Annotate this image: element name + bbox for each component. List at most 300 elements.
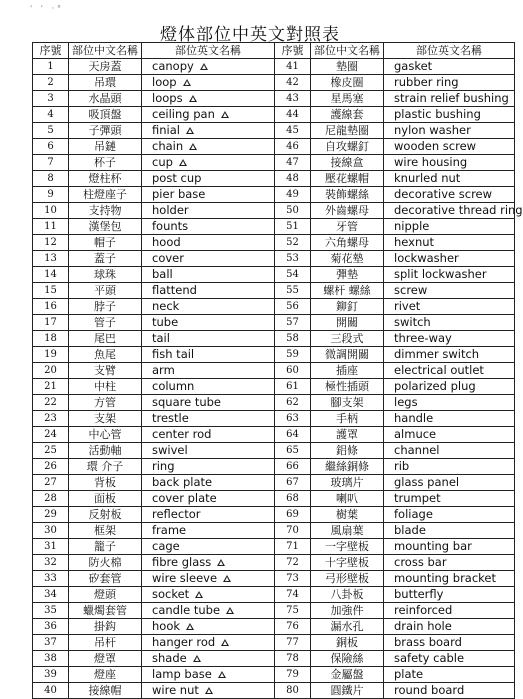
table-row	[33, 619, 515, 635]
english-term-left	[142, 395, 275, 411]
row-number-right-text: 72	[286, 557, 299, 568]
english-term-left	[142, 459, 275, 475]
english-term-right-text: knurled nut	[394, 171, 461, 185]
english-term-right-text: handle	[394, 411, 434, 425]
table-row	[33, 379, 515, 395]
english-term-right	[384, 427, 515, 443]
english-term-left	[142, 683, 275, 699]
chinese-term-left-text: 漢堡包	[88, 220, 122, 233]
row-number-right-text: 51	[286, 221, 299, 232]
chinese-term-left-text: 柱燈座子	[83, 188, 127, 201]
chinese-term-right	[311, 651, 384, 667]
row-number-left-text: 23	[44, 413, 57, 424]
row-number-right	[275, 571, 311, 587]
table-row	[33, 555, 515, 571]
chinese-term-right	[311, 379, 384, 395]
chinese-term-right	[311, 91, 384, 107]
chinese-term-right	[311, 155, 384, 171]
chinese-term-left	[69, 571, 142, 587]
row-number-left-text: 39	[44, 669, 57, 680]
row-number-right-text: 56	[286, 301, 299, 312]
row-number-right	[275, 395, 311, 411]
english-term-left	[142, 507, 275, 523]
english-term-left	[142, 331, 275, 347]
row-number-right	[275, 139, 311, 155]
chinese-term-right-text: 圓鐵片	[330, 684, 364, 697]
english-term-right	[384, 491, 515, 507]
table-row	[33, 571, 515, 587]
row-number-left	[33, 459, 69, 475]
chinese-term-right	[311, 667, 384, 683]
chinese-term-left-text: 方管	[94, 396, 116, 409]
chinese-term-left	[69, 379, 142, 395]
english-term-left-text: hanger rod	[152, 635, 216, 649]
row-number-right	[275, 267, 311, 283]
chinese-term-right	[311, 59, 384, 75]
row-number-left	[33, 75, 69, 91]
english-term-left	[142, 475, 275, 491]
row-number-right	[275, 155, 311, 171]
row-number-left-text: 15	[44, 285, 57, 296]
triangle-mark-icon	[189, 95, 197, 102]
english-term-right-text: rib	[394, 459, 410, 473]
row-number-left	[33, 331, 69, 347]
row-number-left	[33, 315, 69, 331]
chinese-term-left	[69, 395, 142, 411]
row-number-right	[275, 59, 311, 75]
row-number-left-text: 5	[47, 125, 54, 136]
row-number-right-text: 41	[286, 61, 299, 72]
row-number-right	[275, 619, 311, 635]
chinese-term-left	[69, 683, 142, 699]
english-term-right-text: wire housing	[394, 155, 468, 169]
english-term-right	[384, 91, 515, 107]
chinese-term-left-text: 活動軸	[88, 444, 122, 457]
row-number-right-text: 76	[286, 621, 299, 632]
row-number-left	[33, 203, 69, 219]
chinese-term-left	[69, 91, 142, 107]
row-number-right	[275, 235, 311, 251]
row-number-left	[33, 139, 69, 155]
english-term-right-text: wooden screw	[394, 139, 477, 153]
english-term-right	[384, 651, 515, 667]
chinese-term-left-text: 中心管	[88, 428, 122, 441]
row-number-right-text: 54	[286, 269, 299, 280]
row-number-left	[33, 523, 69, 539]
english-term-left-text: fish tail	[152, 347, 195, 361]
english-term-right	[384, 331, 515, 347]
row-number-right	[275, 475, 311, 491]
chinese-term-right	[311, 219, 384, 235]
row-number-left	[33, 347, 69, 363]
row-number-right	[275, 539, 311, 555]
english-term-right	[384, 587, 515, 603]
english-term-left-text: back plate	[152, 475, 213, 489]
english-term-left-text: tube	[152, 315, 179, 329]
english-term-right	[384, 75, 515, 91]
chinese-term-left	[69, 507, 142, 523]
row-number-right-text: 53	[286, 253, 299, 264]
chinese-term-left-text: 子彈頭	[88, 124, 122, 137]
english-term-left	[142, 75, 275, 91]
english-term-right	[384, 251, 515, 267]
table-row	[33, 427, 515, 443]
chinese-term-right-text: 微調開關	[325, 348, 369, 361]
row-number-right	[275, 187, 311, 203]
chinese-term-right-text: 加強件	[330, 604, 364, 617]
english-term-right	[384, 155, 515, 171]
terms-table	[32, 42, 523, 699]
row-number-left	[33, 667, 69, 683]
english-term-left-text: arm	[152, 363, 175, 377]
english-term-right-text: channel	[394, 443, 440, 457]
chinese-term-right-text: 護線套	[330, 108, 364, 121]
row-number-left	[33, 107, 69, 123]
row-number-right-text: 67	[286, 477, 299, 488]
chinese-term-left	[69, 523, 142, 539]
english-term-left	[142, 587, 275, 603]
english-term-left	[142, 267, 275, 283]
chinese-term-right	[311, 395, 384, 411]
english-term-right-text: blade	[394, 523, 426, 537]
row-number-left	[33, 443, 69, 459]
chinese-term-right	[311, 75, 384, 91]
chinese-term-right-text: 壓花螺帽	[325, 172, 369, 185]
chinese-term-left	[69, 635, 142, 651]
english-term-right-text: brass board	[394, 635, 462, 649]
chinese-term-right	[311, 315, 384, 331]
row-number-left	[33, 683, 69, 699]
row-number-left	[33, 235, 69, 251]
table-row	[33, 283, 515, 299]
row-number-left	[33, 363, 69, 379]
row-number-right-text: 45	[286, 125, 299, 136]
row-number-right-text: 73	[286, 573, 299, 584]
chinese-term-left-text: 尾巴	[94, 332, 116, 345]
row-number-left-text: 31	[44, 541, 57, 552]
row-number-left-text: 40	[44, 685, 57, 696]
english-term-left	[142, 203, 275, 219]
english-term-right	[384, 267, 515, 283]
chinese-term-right-text: 鋁條	[336, 444, 358, 457]
english-term-left-text: loop	[152, 75, 177, 89]
table-row	[33, 331, 515, 347]
english-term-left	[142, 59, 275, 75]
chinese-term-left-text: 蓋子	[94, 252, 116, 265]
table-row	[33, 107, 515, 123]
row-number-left-text: 8	[47, 173, 54, 184]
chinese-term-right-text: 漏水孔	[330, 620, 364, 633]
english-term-left-text: frame	[152, 523, 187, 537]
row-number-left	[33, 571, 69, 587]
row-number-left	[33, 411, 69, 427]
chinese-term-left-text: 燈頭	[94, 588, 116, 601]
chinese-term-right	[311, 459, 384, 475]
chinese-term-right	[311, 411, 384, 427]
row-number-left-text: 32	[44, 557, 57, 568]
english-term-right-text: nylon washer	[394, 123, 471, 137]
chinese-term-left-text: 帽子	[94, 236, 116, 249]
chinese-term-left	[69, 555, 142, 571]
english-term-left	[142, 427, 275, 443]
table-row	[33, 363, 515, 379]
row-number-right-text: 47	[286, 157, 299, 168]
english-term-right-text: plate	[394, 667, 424, 681]
row-number-right	[275, 507, 311, 523]
row-number-left-text: 9	[47, 189, 54, 200]
chinese-term-right-text: 三段式	[330, 332, 364, 345]
row-number-left-text: 33	[44, 573, 57, 584]
chinese-term-left	[69, 491, 142, 507]
english-term-left-text: fibre glass	[152, 555, 212, 569]
row-number-left	[33, 587, 69, 603]
row-number-left	[33, 395, 69, 411]
row-number-right-text: 52	[286, 237, 299, 248]
row-number-left-text: 37	[44, 637, 57, 648]
english-term-right	[384, 283, 515, 299]
english-term-right	[384, 667, 515, 683]
row-number-right	[275, 283, 311, 299]
table-row	[33, 235, 515, 251]
chinese-term-right	[311, 251, 384, 267]
table-row	[33, 123, 515, 139]
chinese-term-left-text: 平頭	[94, 284, 116, 297]
triangle-mark-icon	[183, 79, 191, 86]
english-term-left	[142, 379, 275, 395]
row-number-right-text: 60	[286, 365, 299, 376]
row-number-left-text: 38	[44, 653, 57, 664]
row-number-left-text: 30	[44, 525, 57, 536]
english-term-right-text: decorative screw	[394, 187, 493, 201]
english-term-right	[384, 59, 515, 75]
english-term-left	[142, 363, 275, 379]
english-term-right	[384, 459, 515, 475]
chinese-term-right	[311, 347, 384, 363]
row-number-right	[275, 651, 311, 667]
english-term-right-text: legs	[394, 395, 418, 409]
chinese-term-right-text: 尼龍墊圈	[325, 124, 369, 137]
english-term-left-text: chain	[152, 139, 184, 153]
chinese-term-right-text: 橡皮圈	[330, 76, 364, 89]
english-term-left-text: post cup	[152, 171, 202, 185]
english-term-right-text: lockwasher	[394, 251, 459, 265]
row-number-right	[275, 315, 311, 331]
row-number-right-text: 71	[286, 541, 299, 552]
chinese-term-right	[311, 107, 384, 123]
chinese-term-left	[69, 603, 142, 619]
chinese-term-left-text: 杯子	[94, 156, 116, 169]
english-term-right-text: screw	[394, 283, 428, 297]
english-term-right	[384, 571, 515, 587]
table-row	[33, 395, 515, 411]
row-number-left	[33, 491, 69, 507]
english-term-left-text: ceiling pan	[152, 107, 215, 121]
english-term-left-text: center rod	[152, 427, 212, 441]
table-header-row	[33, 43, 515, 59]
row-number-right	[275, 91, 311, 107]
english-term-left-text: square tube	[152, 395, 222, 409]
chinese-term-right	[311, 587, 384, 603]
english-term-right-text: trumpet	[394, 491, 441, 505]
english-term-right	[384, 539, 515, 555]
chinese-term-left-text: 球珠	[94, 268, 116, 281]
triangle-mark-icon	[217, 559, 225, 566]
english-term-left	[142, 523, 275, 539]
row-number-left-text: 18	[44, 333, 57, 344]
chinese-term-left	[69, 251, 142, 267]
chinese-term-left-text: 矽套管	[88, 572, 122, 585]
chinese-term-left	[69, 427, 142, 443]
row-number-right	[275, 75, 311, 91]
chinese-term-left-text: 掛鈎	[94, 620, 116, 633]
english-term-right	[384, 299, 515, 315]
header-zh-right: 部位中文名稱	[311, 43, 384, 59]
chinese-term-right	[311, 475, 384, 491]
row-number-left-text: 1	[47, 61, 54, 72]
english-term-left	[142, 187, 275, 203]
chinese-term-right-text: 插座	[336, 364, 358, 377]
row-number-left-text: 21	[44, 381, 57, 392]
row-number-left-text: 35	[44, 605, 57, 616]
english-term-right-text: reinforced	[394, 603, 453, 617]
english-term-right	[384, 507, 515, 523]
chinese-term-right	[311, 443, 384, 459]
chinese-term-left-text: 反射板	[88, 508, 122, 521]
row-number-right-text: 61	[286, 381, 299, 392]
row-number-right-text: 78	[286, 653, 299, 664]
row-number-left	[33, 219, 69, 235]
chinese-term-left	[69, 219, 142, 235]
chinese-term-right	[311, 491, 384, 507]
chinese-term-right-text: 一字壁板	[325, 540, 369, 553]
english-term-right-text: three-way	[394, 331, 452, 345]
chinese-term-left-text: 支臂	[94, 364, 116, 377]
english-term-left	[142, 139, 275, 155]
english-term-right	[384, 315, 515, 331]
row-number-left-text: 3	[47, 93, 54, 104]
english-term-left	[142, 107, 275, 123]
triangle-mark-icon	[186, 623, 194, 630]
chinese-term-right	[311, 507, 384, 523]
row-number-left	[33, 539, 69, 555]
row-number-right	[275, 635, 311, 651]
english-term-left-text: candle tube	[152, 603, 221, 617]
row-number-right-text: 69	[286, 509, 299, 520]
row-number-right	[275, 299, 311, 315]
english-term-right-text: dimmer switch	[394, 347, 480, 361]
english-term-right	[384, 619, 515, 635]
english-term-right-text: drain hole	[394, 619, 452, 633]
english-term-left	[142, 123, 275, 139]
row-number-left	[33, 267, 69, 283]
english-term-right	[384, 107, 515, 123]
english-term-left	[142, 443, 275, 459]
english-term-left	[142, 251, 275, 267]
english-term-right	[384, 139, 515, 155]
row-number-right	[275, 683, 311, 699]
chinese-term-left	[69, 107, 142, 123]
english-term-right-text: decorative thread ring	[394, 203, 523, 217]
english-term-right-text: mounting bracket	[394, 571, 496, 585]
row-number-left	[33, 379, 69, 395]
row-number-right-text: 42	[286, 77, 299, 88]
triangle-mark-icon	[226, 607, 234, 614]
row-number-right-text: 58	[286, 333, 299, 344]
english-term-left	[142, 411, 275, 427]
triangle-mark-icon	[221, 111, 229, 118]
row-number-left-text: 28	[44, 493, 57, 504]
english-term-left	[142, 603, 275, 619]
english-term-left-text: reflector	[152, 507, 201, 521]
chinese-term-left-text: 防火棉	[88, 556, 122, 569]
row-number-left-text: 2	[47, 77, 54, 88]
row-number-right	[275, 603, 311, 619]
english-term-left-text: founts	[152, 219, 189, 233]
english-term-left-text: cover plate	[152, 491, 217, 505]
english-term-right-text: strain relief bushing	[394, 91, 509, 105]
triangle-mark-icon	[195, 591, 203, 598]
chinese-term-left	[69, 299, 142, 315]
chinese-term-left-text: 燈罩	[94, 652, 116, 665]
row-number-right-text: 68	[286, 493, 299, 504]
chinese-term-right	[311, 571, 384, 587]
chinese-term-right-text: 星馬塞	[330, 92, 364, 105]
chinese-term-left	[69, 619, 142, 635]
table-row	[33, 603, 515, 619]
row-number-left-text: 4	[47, 109, 54, 120]
row-number-right-text: 65	[286, 445, 299, 456]
row-number-left	[33, 299, 69, 315]
chinese-term-right-text: 保險絲	[330, 652, 364, 665]
english-term-left-text: pier base	[152, 187, 206, 201]
chinese-term-right-text: 十字壁板	[325, 556, 369, 569]
english-term-left	[142, 539, 275, 555]
page-title: 燈体部位中英文對照表	[160, 25, 340, 45]
chinese-term-right-text: 玻璃片	[330, 476, 364, 489]
english-term-left-text: finial	[152, 123, 180, 137]
english-term-left	[142, 571, 275, 587]
chinese-term-left	[69, 347, 142, 363]
chinese-term-right-text: 銅板	[336, 636, 358, 649]
table-row	[33, 411, 515, 427]
row-number-left-text: 24	[44, 429, 57, 440]
chinese-term-left-text: 面板	[94, 492, 116, 505]
english-term-right-text: cross bar	[394, 555, 447, 569]
row-number-right-text: 48	[286, 173, 299, 184]
english-term-left-text: tail	[152, 331, 170, 345]
english-term-right	[384, 635, 515, 651]
chinese-term-left	[69, 139, 142, 155]
english-term-right-text: split lockwasher	[394, 267, 487, 281]
row-number-right-text: 70	[286, 525, 299, 536]
english-term-right-text: foliage	[394, 507, 433, 521]
row-number-left	[33, 187, 69, 203]
chinese-term-right	[311, 299, 384, 315]
chinese-term-left-text: 吊鏈	[94, 140, 116, 153]
english-term-right	[384, 219, 515, 235]
english-term-right-text: mounting bar	[394, 539, 472, 553]
row-number-right-text: 74	[286, 589, 299, 600]
chinese-term-right-text: 自攻螺釘	[325, 140, 369, 153]
english-term-right	[384, 475, 515, 491]
row-number-right	[275, 555, 311, 571]
row-number-left-text: 26	[44, 461, 57, 472]
table-row	[33, 635, 515, 651]
header-en-left: 部位英文名稱	[142, 43, 275, 59]
chinese-term-right-text: 牙管	[336, 220, 358, 233]
row-number-left-text: 29	[44, 509, 57, 520]
table-body	[33, 59, 523, 699]
